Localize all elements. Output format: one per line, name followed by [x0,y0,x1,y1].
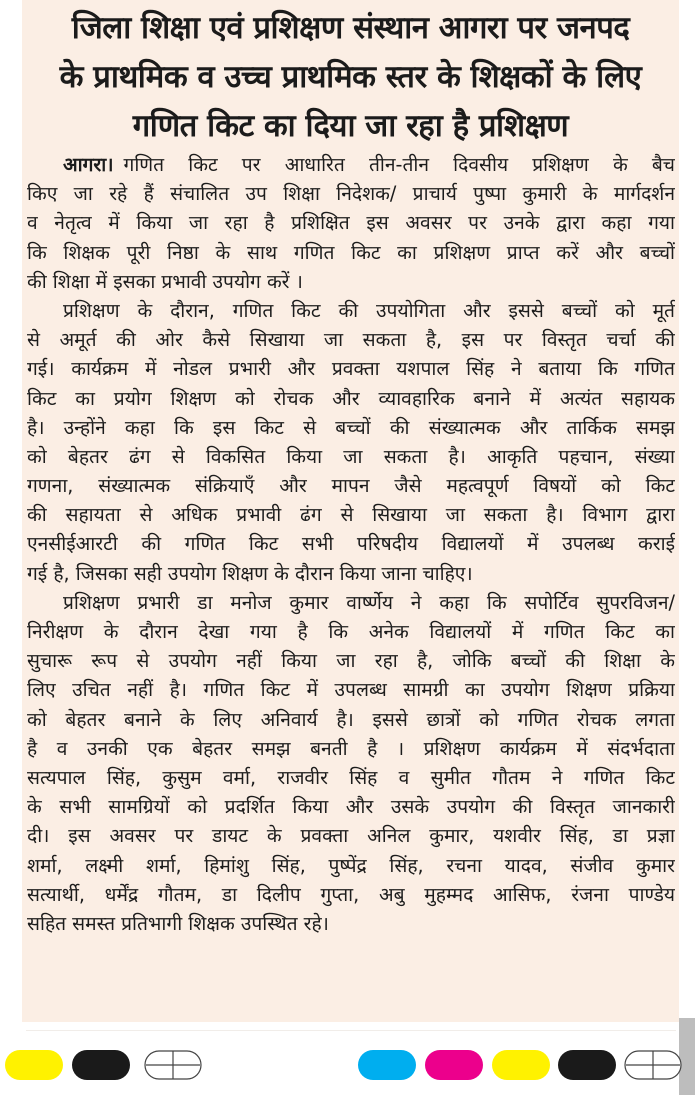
article-line: है। उन्होंने कहा कि इस किट से बच्चों की संख्यात्मक और तार्किक समझ [27,415,675,439]
paragraph-2 [27,296,675,588]
article-line: की सहायता से अधिक प्रभावी ढंग से सिखाया जा सकता है। विभाग द्वारा [27,503,675,527]
headline-line-3: गणित किट का दिया जा रहा है प्रशिक्षण [132,108,569,144]
article-line: शर्मा, लक्ष्मी शर्मा, हिमांशु सिंह, पुष्पेंद्र सिंह, रचना यादव, संजीव कुमार [27,853,675,877]
article-line: प्रशिक्षण प्रभारी डा मनोज कुमार वार्ष्णेय ने कहा कि सपोर्टिव सुपरविजन/ [63,590,675,614]
article-line: किए जा रहे हैं संचालित उप शिक्षा निदेशक/ प्राचार्य पुष्पा कुमारी के मार्गदर्शन [27,182,675,206]
article-line: के सभी सामग्रियों को प्रदर्शित किया और उसके उपयोग की विस्तृत जानकारी [27,795,675,819]
article-line: निरीक्षण के दौरान देखा गया है कि अनेक विद्यालयों में गणित किट का [27,620,675,643]
article-line: गणना, संख्यात्मक संक्रियाएँ और मापन जैसे महत्वपूर्ण विषयों को किट [27,474,675,498]
black-mark [558,1050,616,1080]
article-line: सुचारू रूप से उपयोग नहीं किया जा रहा है, जोकि बच्चों की शिक्षा के [27,649,675,673]
article-line: दी। इस अवसर पर डायट के प्रवक्ता अनिल कुमार, यशवीर सिंह, डा प्रज्ञा [27,824,675,848]
article-line: व नेतृत्व में किया जा रहा है प्रशिक्षित इस अवसर पर उनके द्वारा कहा गया [27,211,675,235]
headline-line-2: के प्राथमिक व उच्च प्राथमिक स्तर के शिक्षकों के लिए [59,59,642,95]
headline-line-1: जिला शिक्षा एवं प्रशिक्षण संस्थान आगरा पर जनपद [71,10,630,46]
article-line: को बेहतर बनाने के लिए अनिवार्य है। इससे छात्रों को गणित रोचक लगता [27,707,675,731]
article-line: सत्यार्थी, धर्मेंद्र गौतम, डा दिलीप गुप्ता, अबु मुहम्मद आसिफ, रंजना पाण्डेय [27,882,675,906]
paragraph-3 [27,588,675,938]
article-line: एनसीईआरटी की गणित किट सभी परिषदीय विद्यालयों में उपलब्ध कराई [27,532,675,556]
divider [26,1030,676,1031]
article-line: की शिक्षा में इसका प्रभावी उपयोग करें । [27,269,303,293]
article-line: गई है, जिसका सही उपयोग शिक्षण के दौरान किया जाना चाहिए। [27,561,473,585]
magenta-mark [425,1050,483,1080]
article-line: को बेहतर ढंग से विकसित किया जा सकता है। आकृति पहचान, संख्या [27,444,675,468]
black-mark [72,1050,130,1080]
article-line [27,150,675,179]
article-body [27,150,675,938]
yellow-mark [492,1050,550,1080]
crosshair-mark-icon [624,1050,682,1080]
registration-marks [0,1050,695,1080]
article-line: सत्यपाल सिंह, कुसुम वर्मा, राजवीर सिंह व सुमीत गौतम ने गणित किट [27,765,675,789]
cyan-mark [358,1050,416,1080]
article-line: किट का प्रयोग शिक्षण को रोचक और व्यावहारिक बनाने में अत्यंत सहायक [27,386,675,410]
article-line: है व उनकी एक बेहतर समझ बनती है । प्रशिक्षण कार्यक्रम में संदर्भदाता [27,736,675,760]
article-line: कि शिक्षक पूरी निष्ठा के साथ गणित किट का प्रशिक्षण प्राप्त करें और बच्चों [27,240,675,264]
article-line: गई। कार्यक्रम में नोडल प्रभारी और प्रवक्ता यशपाल सिंह ने बताया कि गणित [27,357,675,381]
article-line: सहित समस्त प्रतिभागी शिक्षक उपस्थित रहे। [27,911,329,935]
dateline: आगरा। [63,153,114,176]
article-line-text: गणित किट पर आधारित तीन-तीन दिवसीय प्रशिक्षण के बैच [123,153,675,176]
crosshair-mark-icon [144,1050,202,1080]
article-line: लिए उचित नहीं है। गणित किट में उपलब्ध सामग्री का उपयोग शिक्षण प्रक्रिया [27,678,675,702]
headline [22,4,679,151]
article-line: प्रशिक्षण के दौरान, गणित किट की उपयोगिता और इससे बच्चों को मूर्त [63,298,675,322]
article-line: से अमूर्त की ओर कैसे सिखाया जा सकता है, इस पर विस्तृत चर्चा की [27,328,675,352]
paragraph-1 [27,150,675,296]
yellow-mark [5,1050,63,1080]
